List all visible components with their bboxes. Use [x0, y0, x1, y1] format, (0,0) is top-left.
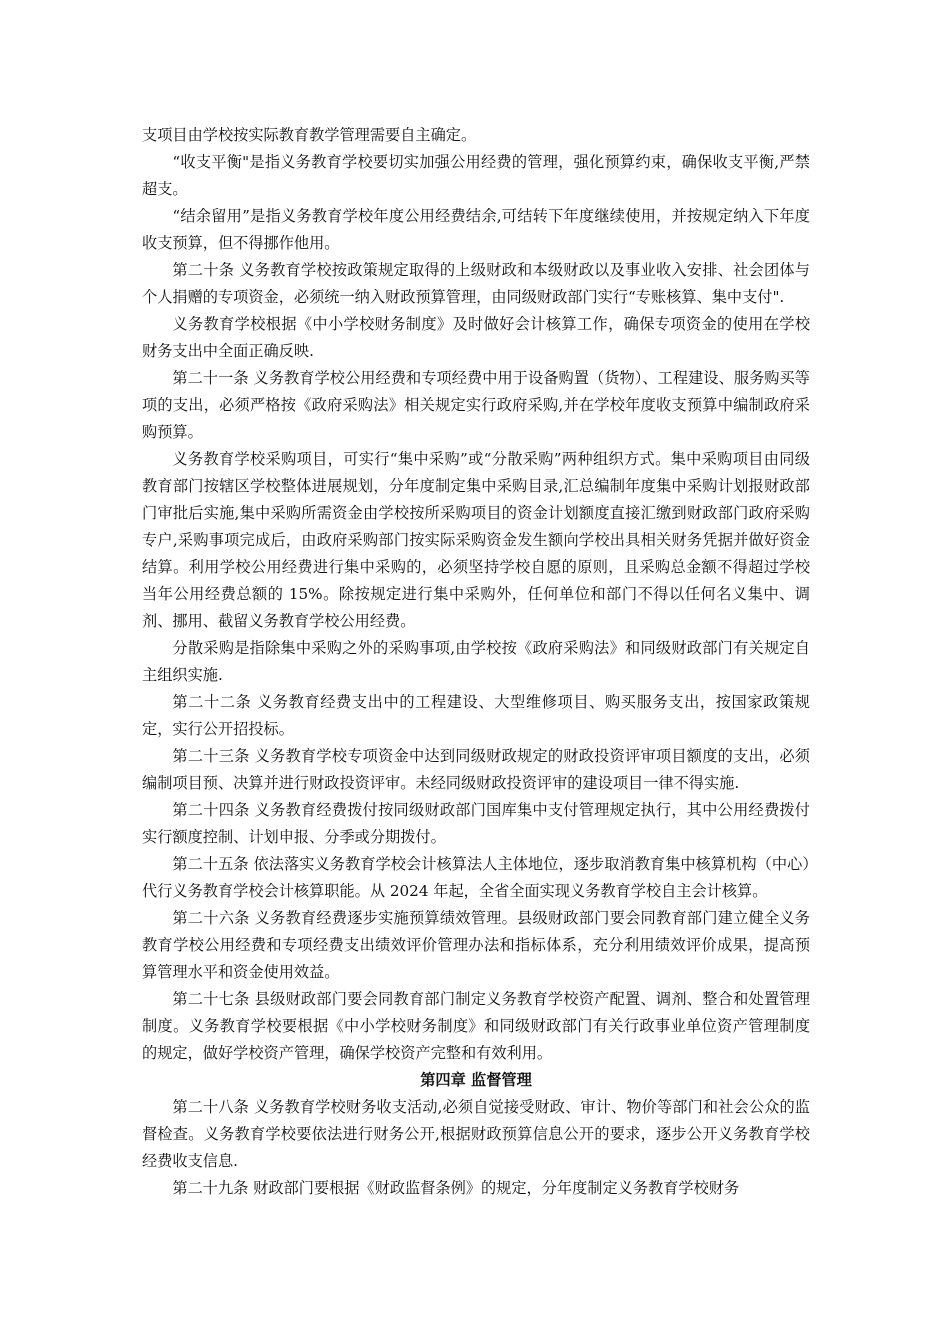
paragraph-continuation: 支项目由学校按实际教育教学管理需要自主确定。 [142, 126, 477, 144]
article-20: 第二十条 义务教育学校按政策规定取得的上级财政和本级财政以及事业收入安排、社会团体与个人捐赠的专项资金，必须统一纳入财政预算管理，由同级财政部门实行“专账核算、集中支付". [142, 261, 810, 306]
article-23: 第二十三条 义务教育学校专项资金中达到同级财政规定的财政投资评审项目额度的支出，必须编制项目预、决算并进行财政投资评审。未经同级财政投资评审的建设项目一律不得实施. [142, 747, 810, 792]
article-24: 第二十四条 义务教育经费拨付按同级财政部门国库集中支付管理规定执行，其中公用经费拨付实行额度控制、计划申报、分季或分期拨付。 [142, 801, 810, 846]
article-20-accounting: 义务教育学校根据《中小学校财务制度》及时做好会计核算工作，确保专项资金的使用在学校财务支出中全面正确反映. [142, 315, 810, 360]
article-21: 第二十一条 义务教育学校公用经费和专项经费中用于设备购置（货物）、工程建设、服务购买等项的支出，必须严格按《政府采购法》相关规定实行政府采购,并在学校年度收支预算中编制政府采购预算。 [142, 369, 810, 441]
article-21-decentralized-procurement: 分散采购是指除集中采购之外的采购事项,由学校按《政府采购法》和同级财政部门有关规定自主组织实施. [142, 639, 810, 684]
article-25: 第二十五条 依法落实义务教育学校会计核算法人主体地位，逐步取消教育集中核算机构（中心）代行义务教育学校会计核算职能。从 2024 年起，全省全面实现义务教育学校自主会计核算。 [142, 855, 810, 900]
document-page [142, 122, 810, 1202]
article-21-centralized-procurement: 义务教育学校采购项目，可实行“集中采购”或“分散采购”两种组织方式。集中采购项目由同级教育部门按辖区学校整体进展规划，分年度制定集中采购目录,汇总编制年度集中采购计划报财政部门审批后实施,集中采购所需资金由学校按所采购项目的资金计划额度直接汇缴到财政部门政府采购专户,采购事项完成后，由政府采购部门按实际采购资金发生额向学校出具相关财务凭据并做好资金结算。利用学校公用经费进行集中采购的，必须坚持学校自愿的原则，且采购总金额不得超过学校当年公用经费总额的 15%。除按规定进行集中采购外，任何单位和部门不得以任何名义集中、调剂、挪用、截留义务教育学校公用经费。 [142, 450, 810, 630]
article-26: 第二十六条 义务教育经费逐步实施预算绩效管理。县级财政部门要会同教育部门建立健全义务教育学校公用经费和专项经费支出绩效评价管理办法和指标体系，充分利用绩效评价成果，提高预算管理水平和资金使用效益。 [142, 909, 810, 981]
article-29: 第二十九条 财政部门要根据《财政监督条例》的规定，分年度制定义务教育学校财务 [172, 1179, 740, 1197]
article-27: 第二十七条 县级财政部门要会同教育部门制定义务教育学校资产配置、调剂、整合和处置管理制度。义务教育学校要根据《中小学校财务制度》和同级财政部门有关行政事业单位资产管理制度的规定，做好学校资产管理，确保学校资产完整和有效利用。 [142, 990, 810, 1062]
chapter-heading: 第四章 监督管理 [420, 1071, 532, 1089]
paragraph-balance-definition: “收支平衡"是指义务教育学校要切实加强公用经费的管理，强化预算约束，确保收支平衡,严禁超支。 [142, 153, 810, 198]
article-28: 第二十八条 义务教育学校财务收支活动,必须自觉接受财政、审计、物价等部门和社会公众的监督检查。义务教育学校要依法进行财务公开,根据财政预算信息公开的要求，逐步公开义务教育学校经费收支信息. [142, 1098, 810, 1170]
article-22: 第二十二条 义务教育经费支出中的工程建设、大型维修项目、购买服务支出，按国家政策规定，实行公开招投标。 [142, 693, 810, 738]
paragraph-surplus-definition: “结余留用”是指义务教育学校年度公用经费结余,可结转下年度继续使用，并按规定纳入下年度收支预算，但不得挪作他用。 [142, 207, 810, 252]
